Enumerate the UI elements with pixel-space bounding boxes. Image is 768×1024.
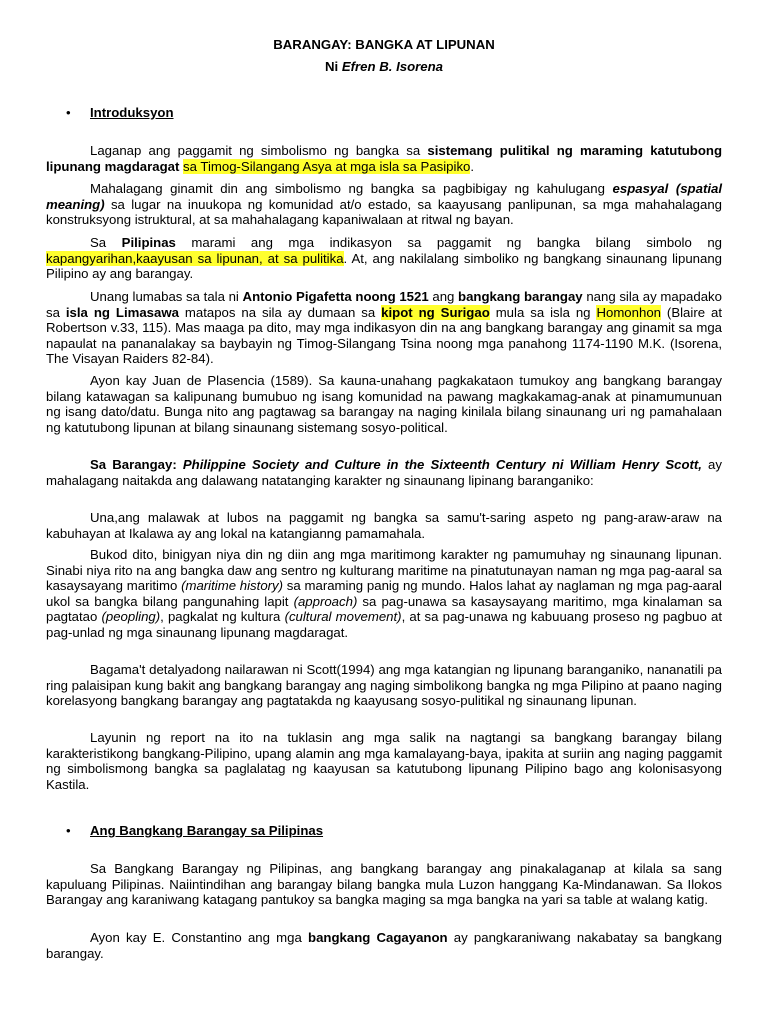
- document-page: [46, 0, 722, 1024]
- text-run: mula sa isla ng: [489, 304, 597, 320]
- paragraph: [46, 547, 722, 641]
- paragraph: [46, 143, 722, 174]
- bullet-icon: •: [66, 105, 71, 120]
- paragraph: [46, 289, 722, 367]
- author-line: [46, 59, 722, 75]
- highlighted-text: Homonhon: [596, 304, 661, 320]
- text-run: matapos na sila ay dumaan sa: [178, 304, 382, 320]
- text-run: ay pangkaraniwang nakabatay sa bangkang barangay.: [46, 930, 723, 961]
- text-run: .: [470, 158, 475, 174]
- text-run: Bukod dito, binigyan niya din ng diin ang mga maritimong karakter ng pamumuhay ng sinaunang lipunan. Sinabi niya rito na ang bangka daw ang sentro ng kulturang maritime na pinatutunayan naman ng mga pag-aaral sa kasaysayang maritimo: [46, 547, 722, 594]
- text-run: (Blaire at Robertson v.33, 115). Mas maaga pa dito, may mga indikasyon din na ang bangkang barangay ang ginamit sa mga napaulat na pananalakay sa baybayin ng Timog-Silangang Tsina noong mga panahong 1174-1190 M.K. (Isorena, The Visayan Raiders 82-84).: [46, 304, 722, 367]
- text-run: Sa Bangkang Barangay ng Pilipinas, ang bangkang barangay ang pinakalaganap at kilala sa sang kapuluang Pilipinas. Naiintindihan ang barangay bilang bangka mula Luzon hanggang Ka-Mindanawan. Sa Ilokos Barangay ang karaniwang katagang pantukoy sa bangka maging sa mga bangka na yari sa table at walang katig.: [46, 861, 722, 908]
- paragraph: [46, 510, 722, 541]
- bold-text: sistemang pulitikal ng maraming katutubong lipunang magdaragat: [46, 143, 722, 174]
- text-run: Bagama't detalyadong nailarawan ni Scott(1994) ang mga katangian ng lipunang baranganiko, nananatili pa ring palaisipan kung bakit ang bangkang barangay ang naging simbolikong bangka ng mga Pilipino at paano naging korelasyong bangkang barangay ang pagtatakda ng kaayusang sosyo-pulitikal ng sinaunang lipunan.: [46, 662, 722, 709]
- text-run: marami ang mga indikasyon sa paggamit ng bangka bilang simbolo ng: [175, 235, 722, 250]
- text-run: sa maraming panig ng mundo. Halos lahat ay naglaman ng mga pag-aaral ukol sa bangka bilang pangunahing lapit: [46, 578, 722, 609]
- bold-text: Sa Barangay:: [90, 457, 183, 472]
- bold-text: Pilipinas: [121, 235, 176, 250]
- text-run: ang: [428, 289, 459, 304]
- author-prefix: Ni: [325, 59, 342, 74]
- paragraph: [46, 662, 722, 709]
- bold-text: Antonio Pigafetta noong 1521: [242, 289, 429, 304]
- bold-italic-text: Philippine Society and Culture in the Sixteenth Century ni William Henry Scott,: [182, 457, 702, 472]
- document-title: BARANGAY: BANGKA AT LIPUNAN: [273, 37, 495, 52]
- section-heading-introduksyon: [66, 105, 174, 121]
- bold-italic-text: espasyal (spatial meaning): [46, 181, 723, 212]
- paragraph: [46, 181, 722, 228]
- section-heading-bangkang-barangay: [66, 823, 323, 839]
- section-heading-label: Ang Bangkang Barangay sa Pilipinas: [90, 823, 324, 838]
- paragraph: [46, 235, 722, 282]
- bold-text: bangkang Cagayanon: [308, 930, 448, 945]
- text-run: Ayon kay E. Constantino ang mga: [90, 930, 309, 945]
- section-heading-label: Introduksyon: [90, 105, 174, 120]
- text-run: , at sa pag-unawa ng kabuuang proseso ng pagbuo at pag-unlad ng mga sinaunang lipunang magdaragat.: [46, 609, 723, 640]
- highlighted-text: kapangyarihan,kaayusan sa lipunan, at sa pulitika: [46, 250, 344, 266]
- text-run: , pagkalat ng kultura: [160, 609, 285, 625]
- paragraph: [46, 861, 722, 908]
- text-run: Unang lumabas sa tala ni: [90, 289, 243, 304]
- author-name: Efren B. Isorena: [341, 59, 443, 74]
- paragraph: [46, 930, 722, 961]
- text-run: Una,ang malawak at lubos na paggamit ng bangka sa samu't-saring aspeto ng pang-araw-araw na kabuhayan at Ikalawa ay ang lokal na katangianng pamamahala.: [46, 510, 722, 541]
- italic-text: (cultural movement): [284, 609, 402, 625]
- bold-text: bangkang barangay: [458, 289, 583, 304]
- text-run: Mahalagang ginamit din ang simbolismo ng bangka sa pagbibigay ng kahulugang: [90, 181, 613, 196]
- paragraph: [46, 730, 722, 792]
- highlighted-text: sa Timog-Silangang Asya at mga isla sa Pasipiko: [183, 158, 471, 174]
- text-run: sa lugar na inuukopa ng komunidad at/o estado, sa kaayusang panlipunan, sa mga mahahalagang konstruksyong istruktural, at sa mahahalagang kapaniwalaan at ritwal ng bayan.: [46, 196, 722, 228]
- italic-text: (maritime history): [181, 578, 284, 594]
- bold-text: isla ng Limasawa: [65, 304, 179, 320]
- highlighted-bold-text: kipot ng Surigao: [381, 304, 490, 320]
- italic-text: (peopling): [101, 609, 161, 625]
- text-run: nang sila ay mapadako sa: [46, 289, 722, 320]
- text-run: ay mahalagang naitakda ang dalawang natatanging karakter ng sinaunang lipinang baranganiko:: [46, 457, 722, 488]
- text-run: Ayon kay Juan de Plasencia (1589). Sa kauna-unahang pagkakataon tumukoy ang bangkang barangay bilang katawagan sa kalipunang bumubuo ng isang komunidad na pawang magkakamag-anak at pinamumunuan ng isang dato/datu. Bunga nito ang pagtawag sa barangay na naging kinilala bilang sinaunang uri ng pamahalaan ng katutubong lipunan at bilang sinaunang sistemang sosyo-political.: [46, 373, 722, 435]
- paragraph: [46, 373, 722, 435]
- text-run: Laganap ang paggamit ng simbolismo ng bangka sa: [90, 143, 428, 158]
- italic-text: (approach): [293, 593, 358, 609]
- text-run: Layunin ng report na ito na tuklasin ang mga salik na nagtangi sa bangkang barangay bilang karakteristikong bangkang-Pilipino, upang alamin ang mga kamalayang-baya, ipakita at suriin ang naging paggamit ng simbolismong bangka sa paglalatag ng kaayusan sa katutubong lipunang Pilipino bago ang kolonisasyong Kastila.: [46, 730, 722, 792]
- text-run: . At, ang nakilalang simboliko ng bangkang sinaunang lipunang Pilipino ay ang barangay.: [46, 250, 722, 282]
- text-run: sa pag-unawa sa kasaysayang maritimo, mga kinalaman sa pagtatao: [46, 593, 723, 625]
- text-run: Sa: [90, 235, 122, 250]
- bullet-icon: •: [66, 823, 71, 838]
- paragraph: [46, 457, 722, 488]
